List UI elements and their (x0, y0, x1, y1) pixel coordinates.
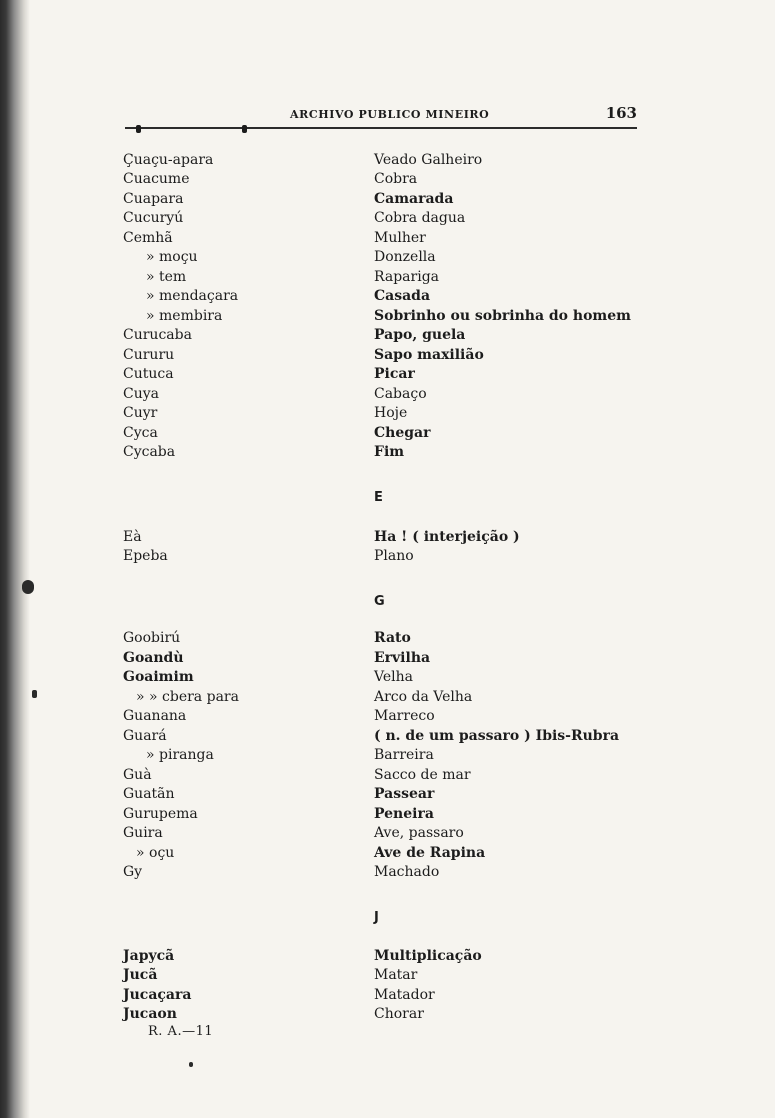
term: » tem (146, 269, 187, 285)
definition: Velha (374, 669, 413, 685)
definition: Camarada (374, 191, 454, 207)
definition: Rato (374, 630, 411, 646)
definition: Arco da Velha (374, 689, 473, 705)
definition: Sacco de mar (374, 767, 471, 783)
page-header (125, 104, 637, 126)
definition: Veado Galheiro (374, 152, 483, 168)
term: Jucaon (123, 1006, 177, 1022)
definition: Ha ! ( interjeição ) (374, 529, 520, 545)
term: » membira (146, 308, 223, 324)
definition: Cabaço (374, 386, 427, 402)
term: Gy (123, 864, 143, 880)
definition: Cobra dagua (374, 210, 466, 226)
term: Cuacume (123, 171, 190, 187)
running-title: ARCHIVO PUBLICO MINEIRO (290, 108, 490, 121)
definition: Ervilha (374, 650, 431, 666)
term: Guà (123, 767, 152, 783)
definition: Passear (374, 786, 435, 802)
header-rule (125, 127, 637, 129)
term: Cuapara (123, 191, 184, 207)
definition: Ave, passaro (374, 825, 464, 841)
ink-speck (189, 1062, 193, 1067)
term: Guará (123, 728, 167, 744)
term: Jucã (123, 967, 158, 983)
term: Çuaçu-apara (123, 152, 214, 168)
term: Jucaçara (123, 987, 192, 1003)
definition: Casada (374, 288, 431, 304)
definition: Fim (374, 444, 405, 460)
definition: Peneira (374, 806, 434, 822)
signature-mark: R. A.—11 (148, 1024, 214, 1039)
term: Cemhã (123, 230, 173, 246)
definition: Multiplicação (374, 948, 482, 964)
term: Cuyr (123, 405, 158, 421)
term: Guanana (123, 708, 187, 724)
term: Goobirú (123, 630, 181, 646)
definition: Machado (374, 864, 440, 880)
section-letter: E (374, 490, 383, 505)
definition: Mulher (374, 230, 426, 246)
definition: Ave de Rapina (374, 845, 486, 861)
section-letter: G (374, 594, 385, 609)
term: » moçu (146, 249, 198, 265)
term: » mendaçara (146, 288, 239, 304)
term: Guira (123, 825, 163, 841)
term: Cururu (123, 347, 175, 363)
rule-ornament (136, 125, 141, 133)
definition: Sobrinho ou sobrinha do homem (374, 308, 631, 324)
term: Cucuryú (123, 210, 184, 226)
term: » piranga (146, 747, 214, 763)
definition: Matador (374, 987, 435, 1003)
term: » oçu (136, 845, 175, 861)
section-letter: J (374, 910, 379, 925)
definition: Hoje (374, 405, 408, 421)
definition: Sapo maxilião (374, 347, 484, 363)
term: Cycaba (123, 444, 176, 460)
term: Curucaba (123, 327, 192, 343)
term: Japycã (123, 948, 175, 964)
term: Goandù (123, 650, 184, 666)
term: Cyca (123, 425, 158, 441)
definition: Matar (374, 967, 418, 983)
term: Guatãn (123, 786, 175, 802)
definition: Donzella (374, 249, 436, 265)
term: Eà (123, 529, 142, 545)
definition: Marreco (374, 708, 435, 724)
rule-ornament (242, 125, 247, 133)
term: Cutuca (123, 366, 174, 382)
definition: ( n. de um passaro ) Ibis-Rubra (374, 728, 620, 744)
definition: Picar (374, 366, 415, 382)
term: Epeba (123, 548, 168, 564)
book-spine-shadow (0, 0, 30, 1118)
definition: Chegar (374, 425, 431, 441)
ink-blot (22, 580, 34, 594)
definition: Cobra (374, 171, 418, 187)
definition: Chorar (374, 1006, 424, 1022)
ink-speck (32, 690, 37, 698)
term: Cuya (123, 386, 159, 402)
definition: Rapariga (374, 269, 439, 285)
page-number: 163 (605, 104, 637, 122)
term: Gurupema (123, 806, 198, 822)
definition: Plano (374, 548, 414, 564)
term: » » cbera para (136, 689, 239, 705)
term: Goaimim (123, 669, 194, 685)
definition: Papo, guela (374, 327, 466, 343)
definition: Barreira (374, 747, 434, 763)
